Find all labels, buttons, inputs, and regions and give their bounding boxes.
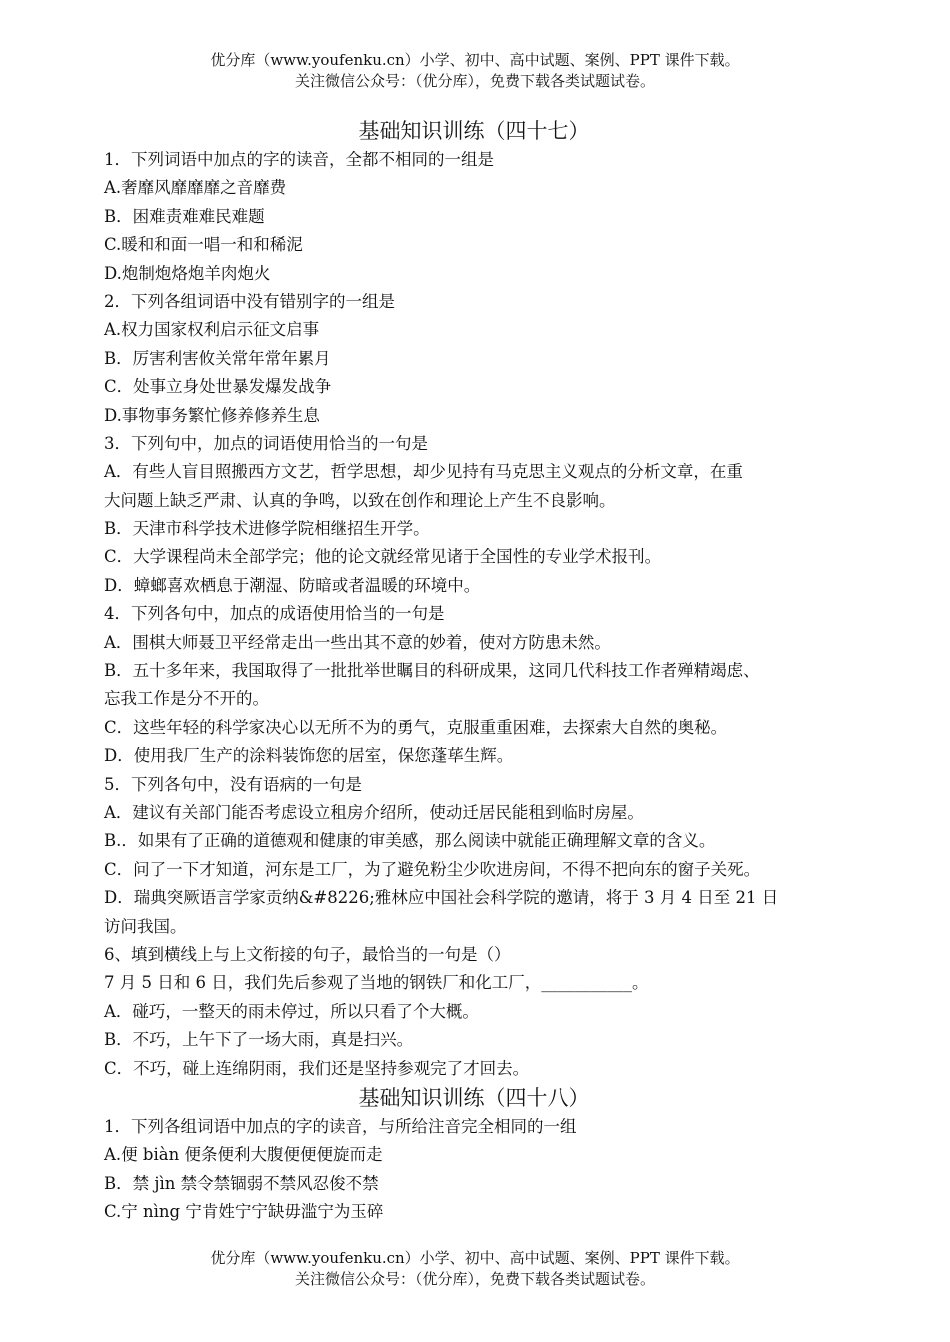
- text-line: D．使用我厂生产的涂料装饰您的居室，保您蓬荜生辉。: [104, 746, 514, 766]
- text-line: C．大学课程尚未全部学完；他的论文就经常见诸于全国性的专业学术报刊。: [104, 547, 662, 567]
- text-line: B．五十多年来，我国取得了一批批举世瞩目的科研成果，这同几代科技工作者殚精竭虑、: [104, 661, 760, 681]
- text-line: B．不巧，上午下了一场大雨，真是扫兴。: [104, 1030, 414, 1050]
- text-line: A.便 biàn 便条便利大腹便便便旋而走: [104, 1145, 383, 1165]
- text-line: B．天津市科学技术进修学院相继招生开学。: [104, 519, 430, 539]
- text-line: B．厉害利害攸关常年常年累月: [104, 348, 331, 368]
- text-line: A．建议有关部门能否考虑设立租房介绍所，使动迁居民能租到临时房屋。: [104, 802, 644, 822]
- section-47-lines: [104, 146, 864, 1083]
- text-line: D.事物事务繁忙修养修养生息: [104, 405, 320, 425]
- header-line-1: 优分库（www.youfenku.cn）小学、初中、高中试题、案例、PPT 课件下载。: [210, 51, 740, 69]
- footer-line-1: 优分库（www.youfenku.cn）小学、初中、高中试题、案例、PPT 课件下载。: [210, 1249, 740, 1267]
- text-line: 1．下列各组词语中加点的字的读音，与所给注音完全相同的一组: [104, 1116, 577, 1136]
- section-title-47: 基础知识训练（四十七）: [358, 119, 590, 143]
- text-line: B.．如果有了正确的道德观和健康的审美感，那么阅读中就能正确理解文章的含义。: [104, 831, 716, 851]
- text-line: C.暖和和面一唱一和和稀泥: [104, 235, 303, 255]
- text-line: C.宁 nìng 宁肯姓宁宁缺毋滥宁为玉碎: [104, 1202, 384, 1222]
- text-line: C．问了一下才知道，河东是工厂，为了避免粉尘少吹进房间，不得不把向东的窗子关死。: [104, 859, 761, 879]
- text-line: 1．下列词语中加点的字的读音，全都不相同的一组是: [104, 150, 494, 169]
- text-line: 忘我工作是分不开的。: [104, 689, 269, 709]
- text-line: D．瑞典突厥语言学家贡纳&#8226;雅林应中国社会科学院的邀请，将于 3 月 4 日至 21 日: [104, 888, 779, 908]
- page-footer: [0, 1248, 950, 1290]
- text-line: 访问我国。: [104, 916, 187, 936]
- text-line: C．这些年轻的科学家决心以无所不为的勇气，克服重重困难，去探索大自然的奥秘。: [104, 717, 728, 737]
- text-line: 大问题上缺乏严肃、认真的争鸣，以致在创作和理论上产生不良影响。: [104, 490, 616, 510]
- text-line: 6、填到横线上与上文衔接的句子，最恰当的一句是（）: [104, 944, 511, 964]
- text-line: A．有些人盲目照搬西方文艺，哲学思想，却少见持有马克思主义观点的分析文章，在重: [104, 462, 743, 482]
- text-line: A．碰巧，一整天的雨未停过，所以只看了个大概。: [104, 1001, 479, 1021]
- document-body: [104, 116, 864, 1226]
- text-line: A．围棋大师聂卫平经常走出一些出其不意的妙着，使对方防患未然。: [104, 632, 611, 652]
- text-line: 7 月 5 日和 6 日，我们先后参观了当地的钢铁厂和化工厂，___________。: [104, 973, 649, 993]
- text-line: A.奢靡风靡靡靡之音靡费: [104, 178, 287, 198]
- header-line-2: 关注微信公众号：（优分库），免费下载各类试题试卷。: [294, 72, 655, 90]
- section-title-48: 基础知识训练（四十八）: [358, 1085, 590, 1110]
- text-line: B．禁 jìn 禁令禁锢弱不禁风忍俊不禁: [104, 1173, 379, 1193]
- text-line: A.权力国家权利启示征文启事: [104, 320, 320, 340]
- text-line: D．蟑螂喜欢栖息于潮湿、防暗或者温暖的环境中。: [104, 575, 481, 595]
- text-line: 5．下列各句中，没有语病的一句是: [104, 774, 362, 794]
- section-48-lines: [104, 1113, 864, 1227]
- text-line: D.炮制炮烙炮羊肉炮火: [104, 263, 271, 283]
- text-line: C．处事立身处世暴发爆发战争: [104, 377, 332, 397]
- text-line: 4．下列各句中，加点的成语使用恰当的一句是: [104, 604, 445, 624]
- page-header: [0, 50, 950, 92]
- text-line: 3．下列句中，加点的词语使用恰当的一句是: [104, 433, 428, 453]
- text-line: C．不巧，碰上连绵阴雨，我们还是坚持参观完了才回去。: [104, 1058, 530, 1078]
- text-line: 2．下列各组词语中没有错别字的一组是: [104, 291, 395, 311]
- footer-line-2: 关注微信公众号：（优分库），免费下载各类试题试卷。: [294, 1270, 655, 1288]
- text-line: B．困难责难难民难题: [104, 206, 265, 226]
